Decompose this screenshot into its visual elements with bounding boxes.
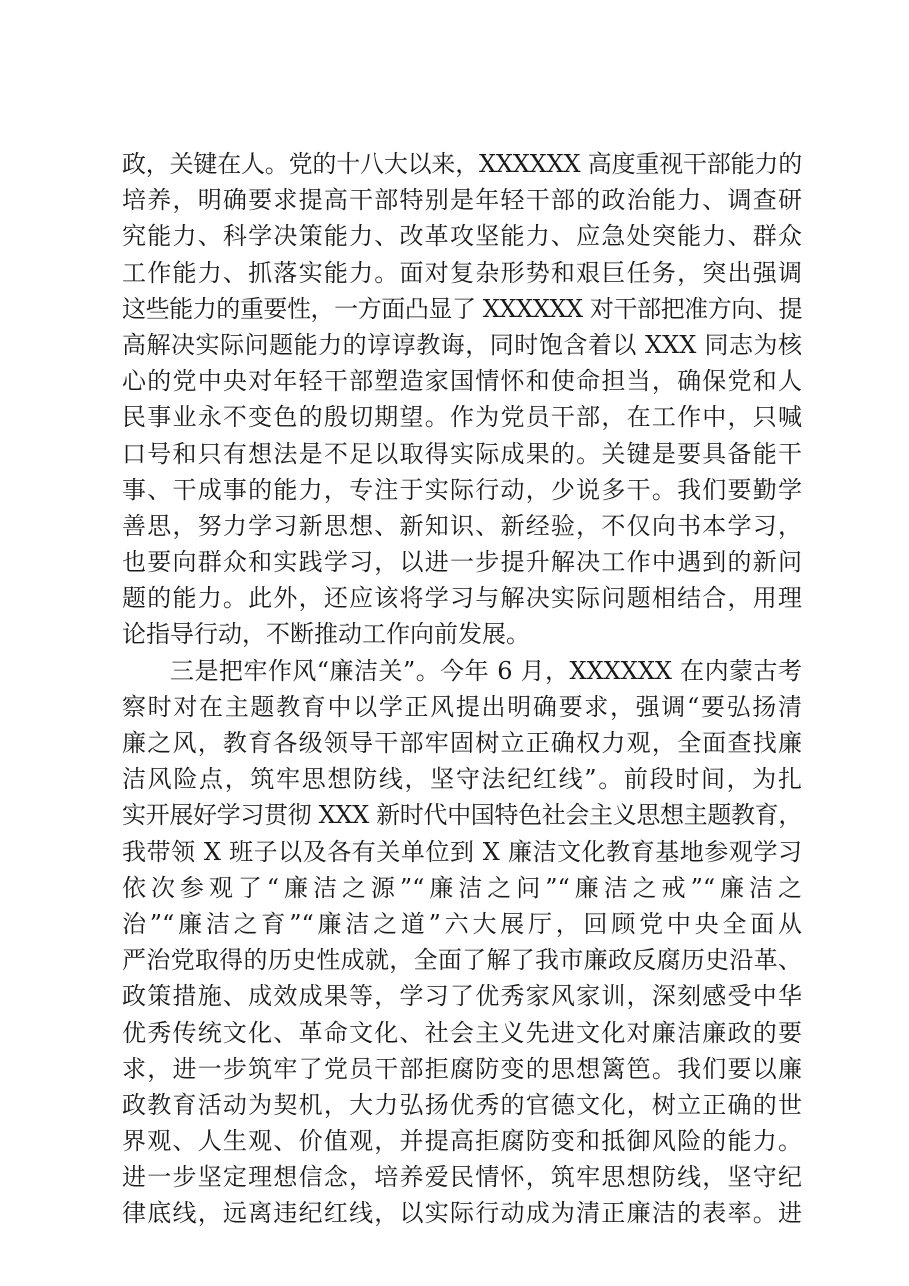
text-line: 心的党中央对年轻干部塑造家国情怀和使命担当，确保党和人 bbox=[122, 367, 802, 396]
text-line: 律底线，远离违纪红线，以实际行动成为清正廉洁的表率。进 bbox=[122, 1199, 802, 1228]
text-line: 求，进一步筑牢了党员干部拒腐防变的思想篱笆。我们要以廉 bbox=[122, 1054, 802, 1083]
text-line: 政策措施、成效成果等，学习了优秀家风家训，深刻感受中华 bbox=[122, 982, 802, 1011]
text-line: 政教育活动为契机，大力弘扬优秀的官德文化，树立正确的世 bbox=[122, 1090, 802, 1119]
body-text bbox=[122, 146, 802, 1232]
text-line: 民事业永不变色的殷切期望。作为党员干部，在工作中，只喊 bbox=[122, 403, 802, 432]
text-line: 也要向群众和实践学习，以进一步提升解决工作中遇到的新问 bbox=[122, 548, 802, 577]
paragraph-start-line: 三是把牢作风“廉洁关”。今年 6 月，XXXXXX 在内蒙古考 bbox=[170, 656, 802, 685]
text-line: 善思，努力学习新思想、新知识、新经验，不仅向书本学习， bbox=[122, 511, 802, 540]
text-line: 论指导行动，不断推动工作向前发展。 bbox=[122, 620, 530, 649]
text-line: 进一步坚定理想信念，培养爱民情怀，筑牢思想防线，坚守纪 bbox=[122, 1163, 802, 1192]
text-line: 依次参观了“廉洁之源”“廉洁之问”“廉洁之戒”“廉洁之 bbox=[122, 873, 802, 902]
text-line: 实开展好学习贯彻 XXX 新时代中国特色社会主义思想主题教育， bbox=[122, 801, 802, 830]
text-line: 优秀传统文化、革命文化、社会主义先进文化对廉洁廉政的要 bbox=[122, 1018, 802, 1047]
text-line: 洁风险点，筑牢思想防线，坚守法纪红线”。前段时间，为扎 bbox=[122, 765, 802, 794]
text-line: 这些能力的重要性，一方面凸显了 XXXXXX 对干部把准方向、提 bbox=[122, 294, 803, 323]
text-line: 察时对在主题教育中以学正风提出明确要求，强调“要弘扬清 bbox=[122, 692, 802, 721]
text-line: 治”“廉洁之育”“廉洁之道”六大展厅，回顾党中央全面从 bbox=[122, 909, 802, 938]
text-line: 究能力、科学决策能力、改革攻坚能力、应急处突能力、群众 bbox=[122, 222, 802, 251]
text-line: 我带领 X 班子以及各有关单位到 X 廉洁文化教育基地参观学习 bbox=[122, 837, 802, 866]
text-line: 题的能力。此外，还应该将学习与解决实际问题相结合，用理 bbox=[122, 584, 802, 613]
text-line: 界观、人生观、价值观，并提高拒腐防变和抵御风险的能力。 bbox=[122, 1127, 802, 1156]
text-line: 口号和只有想法是不足以取得实际成果的。关键是要具备能干 bbox=[122, 439, 802, 468]
text-line: 工作能力、抓落实能力。面对复杂形势和艰巨任务，突出强调 bbox=[122, 258, 802, 287]
text-line: 事、干成事的能力，专注于实际行动，少说多干。我们要勤学 bbox=[122, 475, 802, 504]
text-line: 高解决实际问题能力的谆谆教诲，同时饱含着以 XXX 同志为核 bbox=[122, 330, 802, 359]
text-line: 廉之风，教育各级领导干部牢固树立正确权力观，全面查找廉 bbox=[122, 729, 802, 757]
text-line: 严治党取得的历史性成就，全面了解了我市廉政反腐历史沿革、 bbox=[122, 946, 802, 975]
text-line: 政，关键在人。党的十八大以来，XXXXXX 高度重视干部能力的 bbox=[122, 150, 802, 178]
text-line: 培养，明确要求提高干部特别是年轻干部的政治能力、调查研 bbox=[122, 186, 802, 215]
